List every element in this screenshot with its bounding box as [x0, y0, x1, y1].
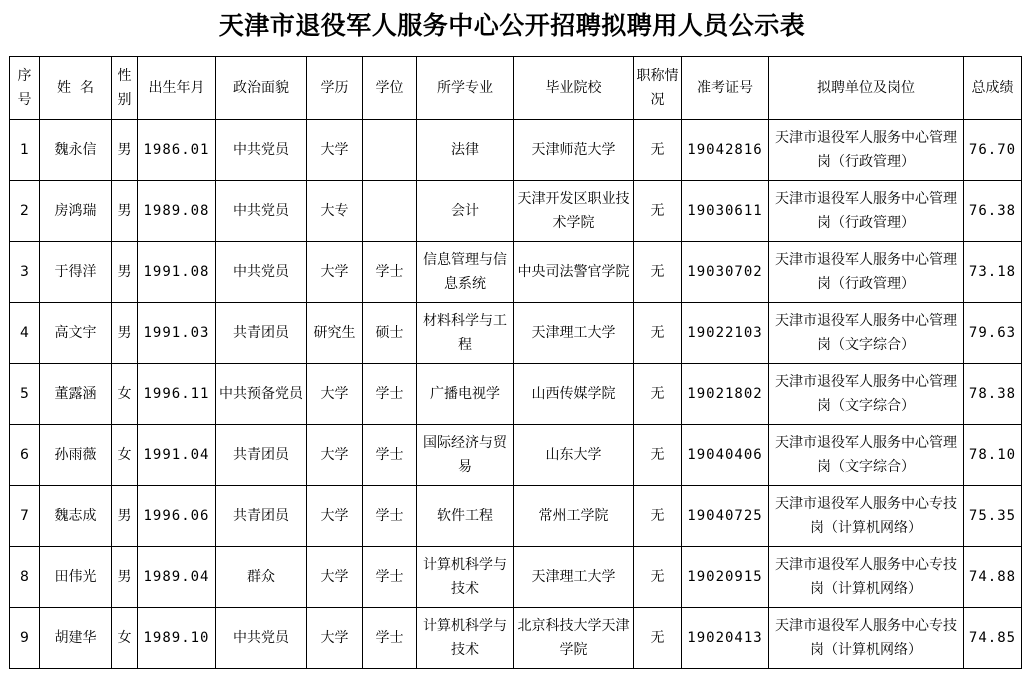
cell-school: 天津开发区职业技术学院 — [514, 181, 634, 242]
cell-education: 大学 — [307, 608, 363, 669]
cell-name: 魏志成 — [40, 486, 112, 547]
cell-index: 1 — [10, 120, 40, 181]
cell-index: 9 — [10, 608, 40, 669]
header-birth: 出生年月 — [138, 57, 216, 120]
cell-education: 大学 — [307, 547, 363, 608]
cell-degree: 学士 — [363, 608, 417, 669]
cell-school: 山西传媒学院 — [514, 364, 634, 425]
cell-title-status: 无 — [634, 608, 682, 669]
header-index: 序号 — [10, 57, 40, 120]
cell-score: 76.38 — [964, 181, 1022, 242]
cell-position: 天津市退役军人服务中心专技岗（计算机网络） — [769, 547, 964, 608]
cell-score: 79.63 — [964, 303, 1022, 364]
cell-education: 大学 — [307, 242, 363, 303]
header-score: 总成绩 — [964, 57, 1022, 120]
cell-gender: 女 — [112, 425, 138, 486]
cell-birth: 1986.01 — [138, 120, 216, 181]
cell-position: 天津市退役军人服务中心专技岗（计算机网络） — [769, 486, 964, 547]
cell-major: 材料科学与工程 — [417, 303, 514, 364]
cell-exam-no: 19040406 — [682, 425, 769, 486]
cell-major: 国际经济与贸易 — [417, 425, 514, 486]
cell-degree — [363, 120, 417, 181]
cell-birth: 1996.11 — [138, 364, 216, 425]
cell-score: 74.88 — [964, 547, 1022, 608]
cell-school: 北京科技大学天津学院 — [514, 608, 634, 669]
cell-score: 76.70 — [964, 120, 1022, 181]
cell-name: 胡建华 — [40, 608, 112, 669]
cell-title-status: 无 — [634, 303, 682, 364]
header-gender: 性别 — [112, 57, 138, 120]
table-row — [10, 120, 1022, 181]
cell-gender: 女 — [112, 364, 138, 425]
cell-index: 7 — [10, 486, 40, 547]
cell-exam-no: 19022103 — [682, 303, 769, 364]
header-row — [10, 57, 1022, 120]
table-row — [10, 486, 1022, 547]
header-position: 拟聘单位及岗位 — [769, 57, 964, 120]
cell-major: 法律 — [417, 120, 514, 181]
cell-school: 天津理工大学 — [514, 303, 634, 364]
header-education: 学历 — [307, 57, 363, 120]
table-row — [10, 181, 1022, 242]
cell-index: 3 — [10, 242, 40, 303]
cell-degree: 学士 — [363, 547, 417, 608]
cell-exam-no: 19040725 — [682, 486, 769, 547]
header-school: 毕业院校 — [514, 57, 634, 120]
cell-education: 大学 — [307, 364, 363, 425]
cell-index: 6 — [10, 425, 40, 486]
cell-score: 78.38 — [964, 364, 1022, 425]
cell-gender: 男 — [112, 547, 138, 608]
recruitment-table — [9, 56, 1022, 669]
cell-gender: 男 — [112, 303, 138, 364]
cell-index: 5 — [10, 364, 40, 425]
cell-score: 78.10 — [964, 425, 1022, 486]
cell-index: 4 — [10, 303, 40, 364]
cell-political: 中共党员 — [216, 120, 307, 181]
cell-school: 山东大学 — [514, 425, 634, 486]
cell-exam-no: 19030611 — [682, 181, 769, 242]
cell-gender: 女 — [112, 608, 138, 669]
cell-education: 大专 — [307, 181, 363, 242]
cell-major: 信息管理与信息系统 — [417, 242, 514, 303]
cell-position: 天津市退役军人服务中心管理岗（文字综合） — [769, 364, 964, 425]
cell-major: 计算机科学与技术 — [417, 608, 514, 669]
cell-name: 魏永信 — [40, 120, 112, 181]
header-title-status: 职称情况 — [634, 57, 682, 120]
header-degree: 学位 — [363, 57, 417, 120]
cell-exam-no: 19030702 — [682, 242, 769, 303]
header-exam-no: 准考证号 — [682, 57, 769, 120]
cell-gender: 男 — [112, 120, 138, 181]
cell-exam-no: 19020413 — [682, 608, 769, 669]
cell-birth: 1991.03 — [138, 303, 216, 364]
cell-name: 董露涵 — [40, 364, 112, 425]
cell-index: 8 — [10, 547, 40, 608]
page-title: 天津市退役军人服务中心公开招聘拟聘用人员公示表 — [218, 11, 806, 40]
cell-title-status: 无 — [634, 547, 682, 608]
cell-degree: 学士 — [363, 425, 417, 486]
cell-political: 共青团员 — [216, 486, 307, 547]
cell-school: 天津理工大学 — [514, 547, 634, 608]
cell-position: 天津市退役军人服务中心管理岗（文字综合） — [769, 425, 964, 486]
cell-title-status: 无 — [634, 364, 682, 425]
table-row — [10, 303, 1022, 364]
cell-score: 75.35 — [964, 486, 1022, 547]
cell-index: 2 — [10, 181, 40, 242]
cell-education: 大学 — [307, 486, 363, 547]
cell-birth: 1989.10 — [138, 608, 216, 669]
cell-political: 中共党员 — [216, 181, 307, 242]
cell-degree: 学士 — [363, 242, 417, 303]
cell-political: 群众 — [216, 547, 307, 608]
cell-major: 广播电视学 — [417, 364, 514, 425]
table-row — [10, 547, 1022, 608]
table-row — [10, 242, 1022, 303]
cell-exam-no: 19020915 — [682, 547, 769, 608]
cell-name: 孙雨薇 — [40, 425, 112, 486]
cell-birth: 1989.04 — [138, 547, 216, 608]
cell-name: 房鸿瑞 — [40, 181, 112, 242]
cell-title-status: 无 — [634, 181, 682, 242]
cell-score: 74.85 — [964, 608, 1022, 669]
cell-degree — [363, 181, 417, 242]
table-row — [10, 425, 1022, 486]
cell-school: 中央司法警官学院 — [514, 242, 634, 303]
cell-political: 共青团员 — [216, 425, 307, 486]
header-name: 姓 名 — [40, 57, 112, 120]
table-row — [10, 364, 1022, 425]
cell-position: 天津市退役军人服务中心管理岗（行政管理） — [769, 120, 964, 181]
table-row — [10, 608, 1022, 669]
cell-school: 常州工学院 — [514, 486, 634, 547]
cell-birth: 1989.08 — [138, 181, 216, 242]
cell-title-status: 无 — [634, 486, 682, 547]
cell-education: 大学 — [307, 425, 363, 486]
cell-exam-no: 19042816 — [682, 120, 769, 181]
cell-title-status: 无 — [634, 120, 682, 181]
cell-name: 于得洋 — [40, 242, 112, 303]
cell-exam-no: 19021802 — [682, 364, 769, 425]
cell-degree: 硕士 — [363, 303, 417, 364]
cell-political: 中共预备党员 — [216, 364, 307, 425]
header-political: 政治面貌 — [216, 57, 307, 120]
header-major: 所学专业 — [417, 57, 514, 120]
cell-school: 天津师范大学 — [514, 120, 634, 181]
cell-title-status: 无 — [634, 425, 682, 486]
cell-birth: 1996.06 — [138, 486, 216, 547]
cell-major: 会计 — [417, 181, 514, 242]
cell-birth: 1991.08 — [138, 242, 216, 303]
cell-education: 大学 — [307, 120, 363, 181]
cell-name: 高文宇 — [40, 303, 112, 364]
cell-title-status: 无 — [634, 242, 682, 303]
cell-gender: 男 — [112, 486, 138, 547]
cell-position: 天津市退役军人服务中心管理岗（文字综合） — [769, 303, 964, 364]
cell-position: 天津市退役军人服务中心管理岗（行政管理） — [769, 181, 964, 242]
cell-political: 中共党员 — [216, 608, 307, 669]
cell-education: 研究生 — [307, 303, 363, 364]
cell-position: 天津市退役军人服务中心专技岗（计算机网络） — [769, 608, 964, 669]
cell-degree: 学士 — [363, 486, 417, 547]
cell-position: 天津市退役军人服务中心管理岗（行政管理） — [769, 242, 964, 303]
cell-major: 软件工程 — [417, 486, 514, 547]
cell-name: 田伟光 — [40, 547, 112, 608]
cell-birth: 1991.04 — [138, 425, 216, 486]
cell-major: 计算机科学与技术 — [417, 547, 514, 608]
cell-score: 73.18 — [964, 242, 1022, 303]
cell-gender: 男 — [112, 181, 138, 242]
cell-degree: 学士 — [363, 364, 417, 425]
cell-political: 中共党员 — [216, 242, 307, 303]
cell-political: 共青团员 — [216, 303, 307, 364]
cell-gender: 男 — [112, 242, 138, 303]
